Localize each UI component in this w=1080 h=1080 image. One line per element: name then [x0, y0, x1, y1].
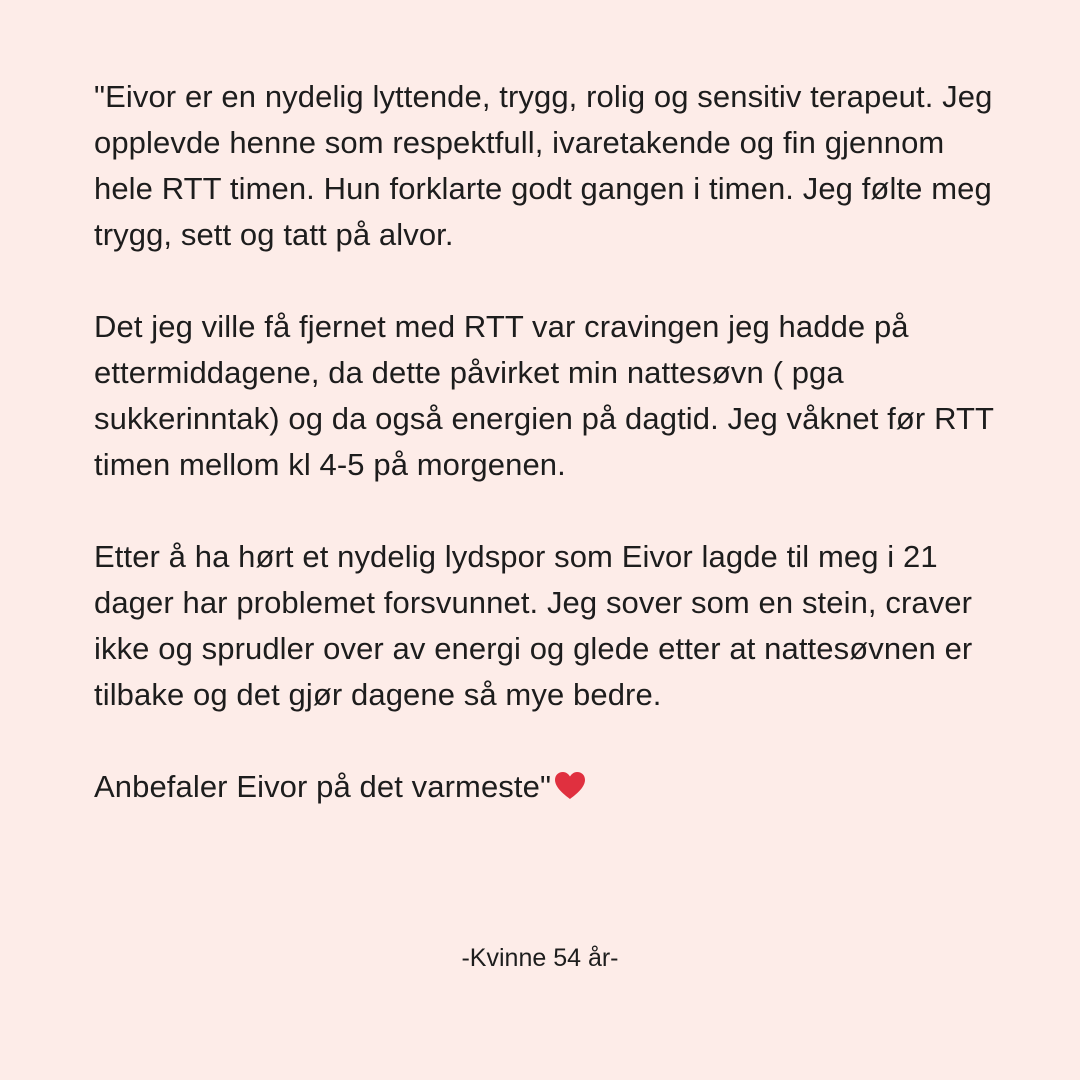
paragraph-gap: [94, 258, 1006, 304]
testimonial-paragraph-3: Etter å ha hørt et nydelig lydspor som Eivor lagde til meg i 21 dager har problemet forsvunnet. Jeg sover som en stein, craver ikke og sprudler over av energi og glede etter at nattesøvnen er tilbake og det gjør dagene så mye bedre.: [94, 539, 973, 712]
heart-icon: [553, 770, 587, 800]
paragraph-gap: [94, 718, 1006, 764]
testimonial-closing-line: [94, 764, 1006, 810]
testimonial-card: [94, 74, 1006, 810]
testimonial-paragraph-4: Anbefaler Eivor på det varmeste": [94, 769, 552, 804]
testimonial-paragraph-1: "Eivor er en nydelig lyttende, trygg, rolig og sensitiv terapeut. Jeg opplevde henne som respektfull, ivaretakende og fin gjennom hele RTT timen. Hun forklarte godt gangen i timen. Jeg følte meg trygg, sett og tatt på alvor.: [94, 79, 993, 252]
testimonial-paragraph-2: Det jeg ville få fjernet med RTT var cravingen jeg hadde på ettermiddagene, da dette påvirket min nattesøvn ( pga sukkerinntak) og da også energien på dagtid. Jeg våknet før RTT timen mellom kl 4-5 på morgenen.: [94, 309, 994, 482]
paragraph-gap: [94, 488, 1006, 534]
attribution: -Kvinne 54 år-: [461, 944, 619, 972]
